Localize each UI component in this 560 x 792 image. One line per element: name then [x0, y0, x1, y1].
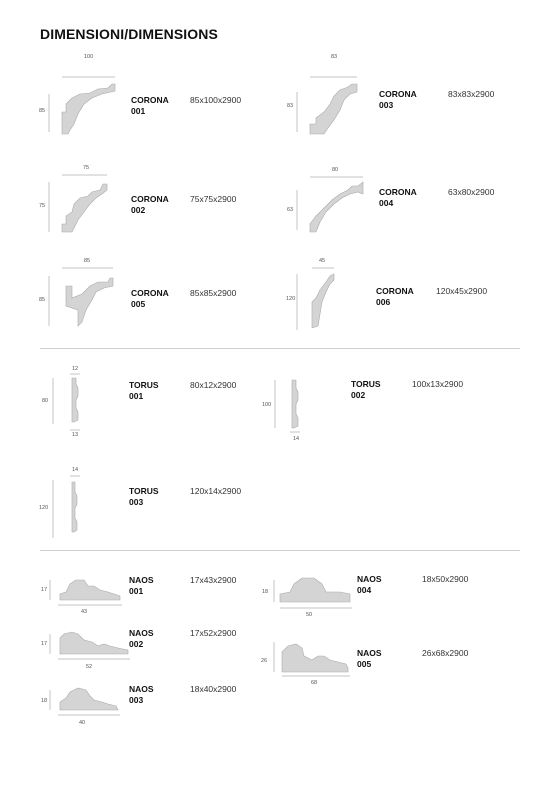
- profile-name: CORONA: [379, 187, 417, 197]
- profile-label: [129, 486, 159, 508]
- height-dimension: 18: [41, 698, 48, 704]
- profile-label: [129, 628, 154, 650]
- torus-002-drawing: [260, 366, 340, 446]
- profile-corona-001: [38, 54, 278, 164]
- profile-name: CORONA: [131, 194, 169, 204]
- profile-code: 005: [357, 659, 372, 669]
- height-dimension: 83: [287, 103, 294, 109]
- width-dimension: 14: [293, 436, 300, 442]
- profile-code: 002: [351, 390, 366, 400]
- profile-dimensions: 17x52x2900: [190, 628, 237, 638]
- height-dimension: 120: [39, 505, 49, 511]
- profile-code: 001: [129, 586, 144, 596]
- profile-dimensions: 75x75x2900: [190, 194, 237, 204]
- height-dimension: 85: [39, 297, 46, 303]
- profile-code: 006: [376, 297, 391, 307]
- profile-name: NAOS: [129, 684, 154, 694]
- profile-name: CORONA: [131, 95, 169, 105]
- width-dimension: 12: [72, 366, 79, 372]
- profile-label: [129, 575, 154, 597]
- profile-label: [379, 89, 417, 111]
- height-dimension: 17: [41, 587, 48, 593]
- width-dimension: 75: [83, 165, 90, 171]
- profile-code: 003: [129, 497, 144, 507]
- profile-name: CORONA: [376, 286, 414, 296]
- height-dimension: 85: [39, 108, 46, 114]
- profile-name: NAOS: [357, 574, 382, 584]
- height-dimension: 80: [42, 398, 49, 404]
- width-dimension: 14: [72, 467, 79, 473]
- profile-naos-003: [38, 678, 278, 768]
- profile-label: [351, 379, 381, 401]
- profile-dimensions: 85x85x2900: [190, 288, 237, 298]
- profile-label: [131, 95, 169, 117]
- profile-corona-003: [286, 54, 526, 164]
- width-dimension: 85: [84, 258, 91, 264]
- section-divider: [40, 348, 520, 349]
- naos-005-drawing: [260, 634, 370, 684]
- width-dimension: 83: [331, 54, 338, 60]
- naos-004-drawing: [260, 570, 370, 620]
- profile-label: [376, 286, 414, 308]
- profile-label: [131, 194, 169, 216]
- profile-label: [357, 648, 382, 670]
- height-dimension: 26: [261, 658, 268, 664]
- profile-dimensions: 18x50x2900: [422, 574, 469, 584]
- profile-torus-001: [38, 366, 278, 456]
- height-dimension: 63: [287, 207, 294, 213]
- profile-dimensions: 18x40x2900: [190, 684, 237, 694]
- profile-code: 003: [379, 100, 394, 110]
- naos-001-drawing: [38, 570, 138, 620]
- profile-name: TORUS: [129, 486, 159, 496]
- width-dimension: 80: [332, 167, 339, 173]
- profile-corona-004: [286, 167, 526, 262]
- profile-dimensions: 80x12x2900: [190, 380, 237, 390]
- profile-corona-005: [38, 258, 278, 356]
- profile-label: [379, 187, 417, 209]
- width-dimension: 43: [81, 609, 88, 615]
- profile-name: CORONA: [131, 288, 169, 298]
- width-dimension: 100: [84, 54, 94, 60]
- profile-name: NAOS: [129, 628, 154, 638]
- height-dimension: 18: [262, 589, 269, 595]
- profile-dimensions: 83x83x2900: [448, 89, 495, 99]
- profile-corona-006: [286, 258, 526, 356]
- profile-code: 003: [129, 695, 144, 705]
- width-dimension: 40: [79, 720, 86, 726]
- width-dimension: 45: [319, 258, 326, 264]
- torus-003-drawing: [38, 466, 118, 546]
- profile-corona-002: [38, 165, 278, 262]
- profile-code: 002: [131, 205, 146, 215]
- profile-code: 004: [379, 198, 394, 208]
- height-dimension: 120: [286, 296, 296, 302]
- height-dimension: 17: [41, 641, 48, 647]
- profile-name: NAOS: [357, 648, 382, 658]
- profile-torus-003: [38, 466, 278, 556]
- section-divider: [40, 550, 520, 551]
- naos-003-drawing: [38, 678, 138, 728]
- profile-name: NAOS: [129, 575, 154, 585]
- profile-label: [357, 574, 382, 596]
- width-dimension: 52: [86, 664, 93, 670]
- profile-code: 001: [129, 391, 144, 401]
- width-dimension: 68: [311, 680, 318, 686]
- profile-dimensions: 17x43x2900: [190, 575, 237, 585]
- width-dimension: 50: [306, 612, 313, 618]
- profile-name: CORONA: [379, 89, 417, 99]
- height-dimension: 75: [39, 203, 46, 209]
- profile-dimensions: 100x13x2900: [412, 379, 464, 389]
- profile-dimensions: 63x80x2900: [448, 187, 495, 197]
- profile-dimensions: 120x14x2900: [190, 486, 242, 496]
- profile-code: 001: [131, 106, 146, 116]
- profile-name: TORUS: [129, 380, 159, 390]
- height-dimension: 100: [262, 402, 272, 408]
- profile-label: [131, 288, 169, 310]
- profile-naos-005: [260, 634, 500, 724]
- profile-code: 005: [131, 299, 146, 309]
- profile-dimensions: 120x45x2900: [436, 286, 488, 296]
- profile-dimensions: 85x100x2900: [190, 95, 242, 105]
- profile-torus-002: [260, 366, 500, 456]
- width-dimension: 13: [72, 432, 79, 438]
- page-title: DIMENSIONI/DIMENSIONS: [40, 26, 218, 42]
- profile-code: 002: [129, 639, 144, 649]
- profile-code: 004: [357, 585, 372, 595]
- profile-label: [129, 380, 159, 402]
- profile-dimensions: 26x68x2900: [422, 648, 469, 658]
- profile-name: TORUS: [351, 379, 381, 389]
- profile-label: [129, 684, 154, 706]
